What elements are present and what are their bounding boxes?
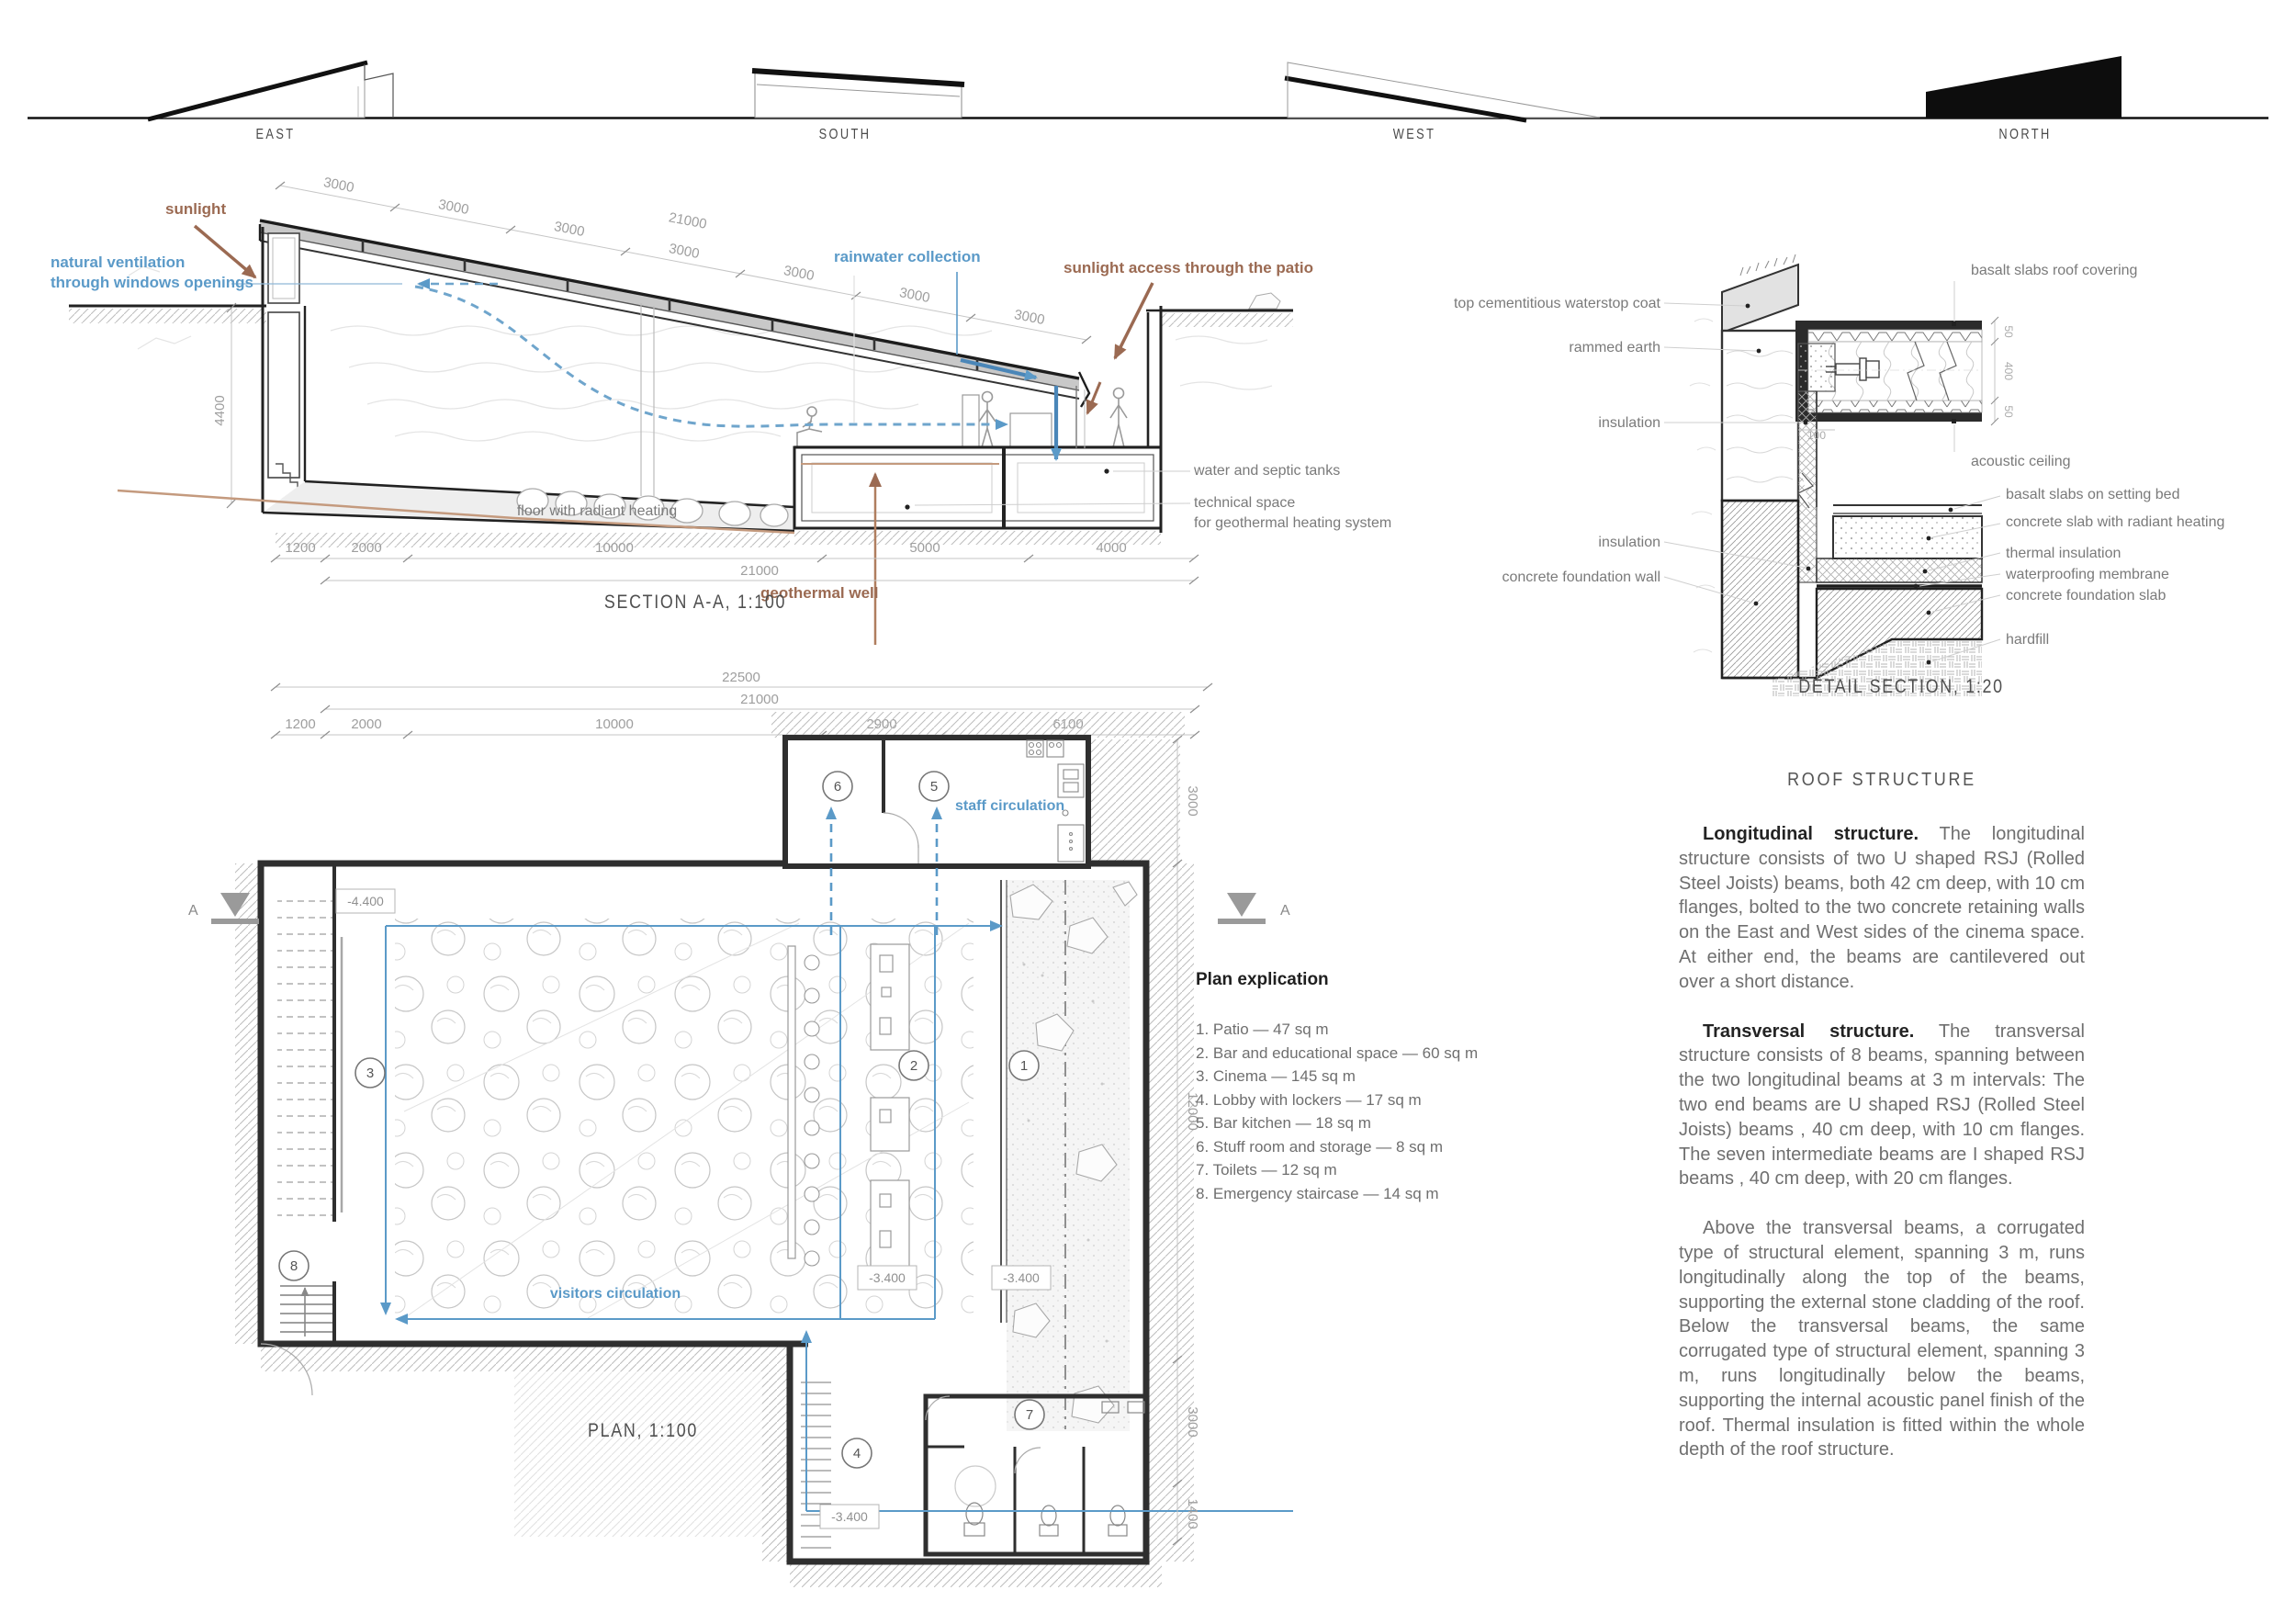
- technical-space-label-2: for geothermal heating system: [1194, 515, 1392, 531]
- natural-ventilation-label-1: natural ventilation: [51, 254, 186, 271]
- wall-insulation-strip: [1798, 391, 1817, 582]
- detail-left-label-3: insulation: [1598, 535, 1660, 550]
- svg-text:21000: 21000: [667, 209, 708, 232]
- waterstop-cap: [1722, 254, 1798, 333]
- height-dim: [212, 303, 236, 508]
- elevation-label-east: EAST: [255, 127, 296, 142]
- plan-explication: [1196, 970, 1499, 1205]
- svg-text:12000: 12000: [1185, 1092, 1200, 1131]
- svg-text:7: 7: [1025, 1407, 1034, 1423]
- svg-text:50: 50: [2002, 405, 2015, 418]
- patio: [1007, 880, 1137, 1431]
- explication-item: 6. Stuff room and storage — 8 sq m: [1196, 1137, 1443, 1156]
- svg-text:100: 100: [1806, 429, 1827, 442]
- rammed-earth-wall: [1722, 331, 1798, 501]
- rainwater-label: rainwater collection: [834, 248, 981, 265]
- svg-text:-4.400: -4.400: [347, 894, 384, 908]
- roof-structure-title: ROOF STRUCTURE: [1787, 770, 1976, 790]
- svg-text:3000: 3000: [1185, 785, 1200, 817]
- svg-text:400: 400: [2002, 361, 2015, 381]
- detail-right-label-0: basalt slabs roof covering: [1971, 263, 2138, 278]
- svg-text:A: A: [188, 903, 198, 919]
- left-wall: [263, 227, 305, 513]
- elevation-north: [1926, 56, 2122, 118]
- detail-left-label-1: rammed earth: [1569, 340, 1660, 355]
- svg-text:4000: 4000: [1096, 540, 1127, 556]
- detail-right-label-5: waterproofing membrane: [2006, 567, 2169, 582]
- svg-text:6: 6: [833, 779, 842, 795]
- paragraph-corrugated: Above the transversal beams, a corrugated type of structural element, spanning 3 m, runs longitudinally along the top of the beams, supporting the external stone cladding of the roof. Below the transversal beams, the same corrugated type of structural element, spanning 3 m, runs longitudinally below the beams, supporting the internal acoustic panel finish of the roof. Thermal insulation is fitted within the whole depth of the roof structure.: [1679, 1218, 2085, 1460]
- svg-text:50: 50: [2002, 325, 2015, 338]
- plan-explication-title: Plan explication: [1196, 970, 1329, 989]
- svg-text:8: 8: [289, 1258, 298, 1274]
- detail-right-label-7: hardfill: [2006, 632, 2050, 648]
- natural-ventilation-label-2: through windows openings: [51, 274, 253, 291]
- svg-text:10000: 10000: [595, 540, 634, 556]
- staff-circulation-label: staff circulation: [955, 798, 1065, 814]
- elevation-label-north: NORTH: [1998, 127, 2052, 142]
- roof-beam-assembly: [1795, 321, 1982, 422]
- svg-text:-3.400: -3.400: [1003, 1270, 1040, 1285]
- body-transversal: The transversal structure consists of 8 beams, spanning between the two longitudinal beams at 3 m intervals: The two end beams are U shaped RSJ (Rolled Steel Joists) beams , 40 cm deep, with 10 cm flanges. The seven intermediate beams are I shaped RSJ beams , 40 cm deep, with 20 cm flanges.: [1679, 1021, 2086, 1190]
- plan-title: PLAN, 1:100: [588, 1420, 698, 1441]
- explication-item: 8. Emergency staircase — 14 sq m: [1196, 1184, 1439, 1202]
- svg-text:A: A: [1280, 903, 1290, 919]
- svg-text:3000: 3000: [1012, 307, 1046, 329]
- sunlight-label: sunlight: [165, 200, 227, 218]
- detail-left-label-4: concrete foundation wall: [1502, 570, 1660, 585]
- detail-left-label-2: insulation: [1598, 415, 1660, 431]
- svg-text:3000: 3000: [1185, 1406, 1200, 1438]
- elevation-label-west: WEST: [1392, 127, 1436, 142]
- svg-text:1200: 1200: [285, 540, 316, 556]
- technical-space-label-1: technical space: [1194, 495, 1296, 511]
- body-longitudinal: The longitudinal structure consists of two U shaped RSJ (Rolled Steel Joists) beams, both 42 cm deep, with 10 cm flanges, bolted to the two concrete retaining walls on the East and West sides of the cinema space. At either end, the beams are cantilevered out over a short distance.: [1679, 824, 2085, 992]
- visitors-circulation-label: visitors circulation: [549, 1286, 681, 1302]
- foundation: [1722, 501, 1982, 696]
- floor-heating-label: floor with radiant heating: [516, 503, 678, 519]
- detail-title: DETAIL SECTION, 1:20: [1798, 676, 2004, 697]
- ground-right: [1161, 293, 1293, 327]
- elevation-label-south: SOUTH: [818, 127, 872, 142]
- svg-text:1400: 1400: [1185, 1498, 1200, 1529]
- section-drawing: [0, 156, 1433, 634]
- section-title: SECTION A-A, 1:100: [603, 592, 787, 613]
- svg-text:-3.400: -3.400: [831, 1509, 868, 1524]
- svg-text:1200: 1200: [285, 716, 316, 732]
- ground-left: [69, 306, 266, 323]
- svg-text:4400: 4400: [212, 395, 228, 426]
- svg-text:5: 5: [929, 779, 939, 795]
- detail-right-label-1: acoustic ceiling: [1971, 454, 2071, 469]
- svg-text:21000: 21000: [740, 692, 779, 707]
- svg-text:3: 3: [366, 1066, 375, 1081]
- detail-left-label-0: top cementitious waterstop coat: [1453, 296, 1660, 311]
- svg-text:2000: 2000: [351, 716, 382, 732]
- svg-text:2: 2: [909, 1058, 918, 1074]
- svg-text:4: 4: [852, 1446, 861, 1461]
- patio-sunlight-label: sunlight access through the patio: [1064, 259, 1314, 276]
- elevations-strip: [0, 0, 2296, 156]
- svg-text:3000: 3000: [897, 285, 931, 307]
- ventilation-flow: [231, 284, 1007, 426]
- plan-drawing: [138, 643, 1359, 1624]
- elevation-east: [148, 62, 393, 119]
- svg-text:3000: 3000: [552, 219, 586, 241]
- paragraph-transversal: [1679, 1020, 2085, 1192]
- technical-box: [794, 447, 1161, 545]
- paragraph-longitudinal: [1679, 822, 2085, 995]
- roof-structure-block: [1679, 770, 2085, 1487]
- detail-terrain: [1690, 319, 1716, 652]
- geothermal-well-label: geothermal well: [760, 584, 879, 602]
- lead-longitudinal: Longitudinal structure.: [1703, 824, 1919, 844]
- svg-text:2000: 2000: [351, 540, 382, 556]
- detail-right-label-3: concrete slab with radiant heating: [2006, 514, 2225, 530]
- explication-item: 5. Bar kitchen — 18 sq m: [1196, 1114, 1371, 1132]
- explication-item: 2. Bar and educational space — 60 sq m: [1196, 1043, 1479, 1062]
- svg-text:3000: 3000: [667, 241, 701, 263]
- water-tanks-label: water and septic tanks: [1194, 463, 1341, 479]
- svg-text:5000: 5000: [909, 540, 940, 556]
- svg-text:1: 1: [1019, 1058, 1029, 1074]
- svg-text:3000: 3000: [436, 197, 470, 219]
- svg-text:21000: 21000: [740, 563, 779, 579]
- lead-transversal: Transversal structure.: [1703, 1021, 1915, 1042]
- svg-text:3000: 3000: [321, 175, 355, 197]
- svg-text:10000: 10000: [595, 716, 634, 732]
- emergency-stair: [261, 886, 332, 1395]
- elevation-west: [1285, 62, 1600, 120]
- explication-item: 1. Patio — 47 sq m: [1196, 1021, 1329, 1038]
- explication-item: 7. Toilets — 12 sq m: [1196, 1161, 1337, 1179]
- explication-item: 3. Cinema — 145 sq m: [1196, 1067, 1356, 1085]
- ledge-block: [1798, 344, 1835, 391]
- elevation-south: [752, 71, 964, 118]
- detail-right-label-2: basalt slabs on setting bed: [2006, 487, 2180, 502]
- explication-item: 4. Lobby with lockers — 17 sq m: [1196, 1090, 1422, 1109]
- svg-text:-3.400: -3.400: [869, 1270, 906, 1285]
- svg-text:22500: 22500: [722, 670, 760, 685]
- svg-text:3000: 3000: [782, 263, 816, 285]
- detail-right-label-4: thermal insulation: [2006, 546, 2122, 561]
- detail-right-label-6: concrete foundation slab: [2006, 588, 2167, 603]
